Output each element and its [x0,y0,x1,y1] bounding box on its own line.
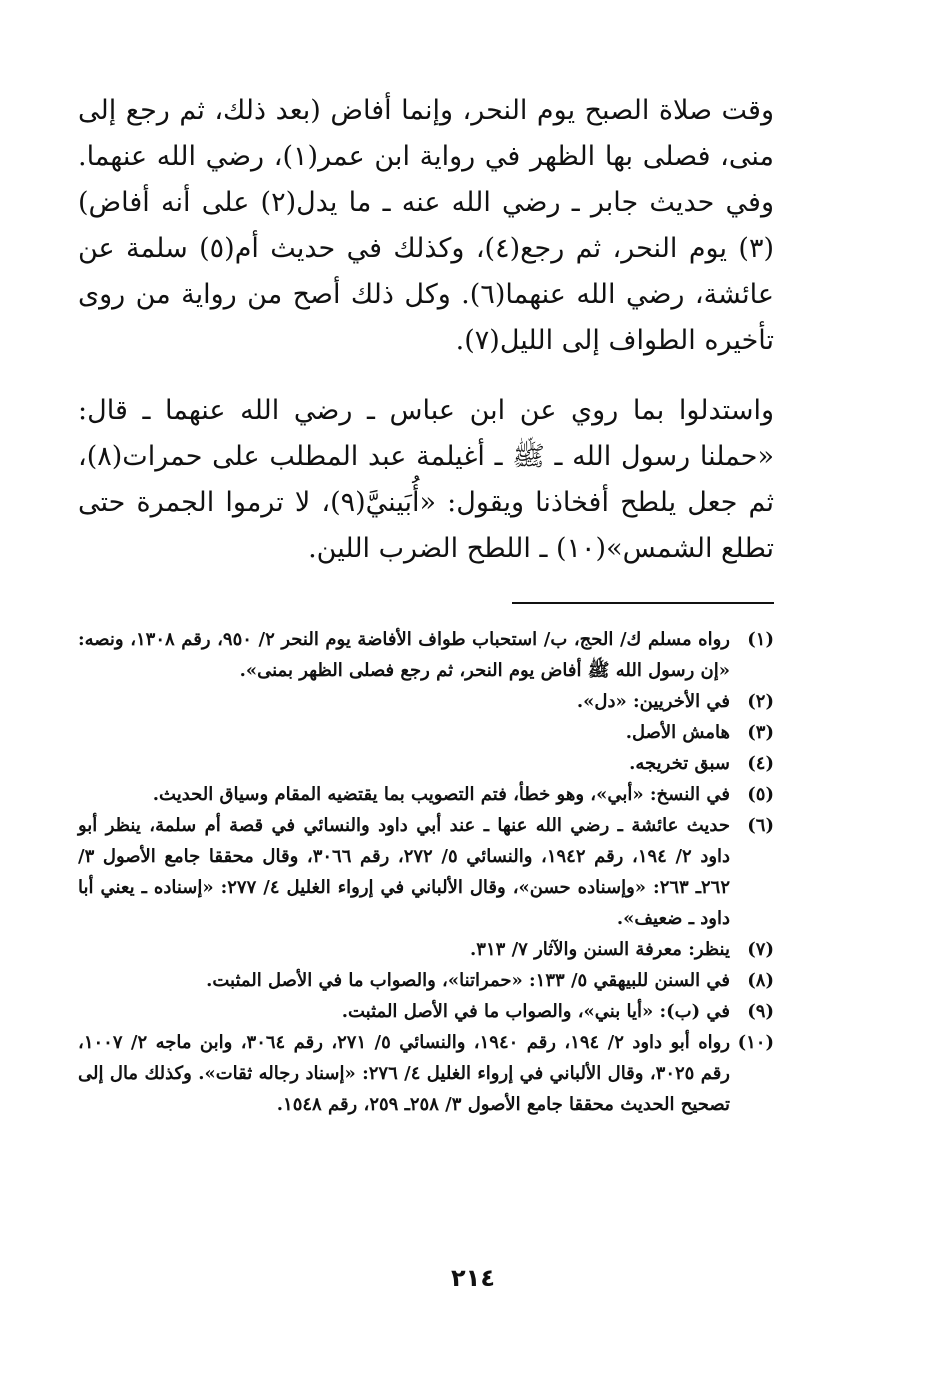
footnote-text: رواه أبو داود ٢/ ١٩٤، رقم ١٩٤٠، والنسائي ٥/ ٢٧١، رقم ٣٠٦٤، وابن ماجه ٢/ ١٠٠٧، رقم ٣٠٢٥، وقال الألباني في إرواء الغليل ٤/ ٢٧٦: «إسناد رجاله ثقات». وكذلك مال إلى تصحيح الحديث محققا جامع الأصول ٣/ ٢٥٨ـ ٢٥٩، رقم ١٥٤٨. [78,1032,731,1115]
footnote-1 [78,624,774,686]
main-paragraph-2: واستدلوا بما روي عن ابن عباس ـ رضي الله عنهما ـ قال: «حملنا رسول الله ـ ﷺ ـ أغيلمة عبد المطلب على حمرات(٨)، ثم جعل يلطح أفخاذنا ويقول: «أُبَينيَّ(٩)، لا ترموا الجمرة حتى تطلع الشمس»(١٠) ـ اللطح الضرب اللين. [78,395,775,564]
footnote-9 [78,996,774,1027]
footnote-8 [78,965,774,996]
footnote-3 [78,717,774,748]
footnote-text: هامش الأصل. [625,722,730,743]
footnotes [78,624,774,1120]
footnote-text: في النسخ: «أبي»، وهو خطأ، فتم التصويب بما يقتضيه المقام وسياق الحديث. [152,784,730,805]
page-number: ٢١٤ [451,1264,495,1292]
footnote-5 [78,779,774,810]
footnote-number: (٤) [747,753,774,774]
footnote-number: (٩) [747,1001,774,1022]
footnote-text: حديث عائشة ـ رضي الله عنها ـ عند أبي داود والنسائي في قصة أم سلمة، ينظر أبو داود ٢/ ١٩٤، رقم ١٩٤٢، والنسائي ٥/ ٢٧٢، رقم ٣٠٦٦، وقال محققا جامع الأصول ٣/ ٢٦٢ـ ٢٦٣: «وإسناده حسن»، وقال الألباني في إرواء الغليل ٤/ ٢٧٧: «إسناده ـ يعني أبا داود ـ ضعيف». [78,815,731,929]
footnote-6 [78,810,774,934]
footnote-7 [78,934,774,965]
footnote-number: (٧) [747,939,774,960]
footnote-number: (٦) [747,815,774,836]
footnote-10 [78,1027,774,1120]
footnote-2 [78,686,774,717]
footnote-text: ينظر: معرفة السنن والآثار ٧/ ٣١٣. [470,939,730,960]
footnote-number: (١) [747,629,774,650]
footnote-text: رواه مسلم ك/ الحج، ب/ استحباب طواف الأفاضة يوم النحر ٢/ ٩٥٠، رقم ١٣٠٨، ونصه: «إن رسول الله ﷺ أفاض يوم النحر، ثم رجع فصلى الظهر بمنى». [78,629,730,681]
footnote-text: في (ب): «أيا بني»، والصواب ما في الأصل المثبت. [341,1001,730,1022]
main-paragraph-1: وقت صلاة الصبح يوم النحر، وإنما أفاض (بعد ذلك، ثم رجع إلى منى، فصلى بها الظهر في رواية ابن عمر(١)، رضي الله عنهما. وفي حديث جابر ـ رضي الله عنه ـ ما يدل(٢) على أنه أفاض)(٣) يوم النحر، ثم رجع(٤)، وكذلك في حديث أم(٥) سلمة عن عائشة، رضي الله عنهما(٦). وكل ذلك أصح من رواية من روى تأخيره الطواف إلى الليل(٧). [78,95,775,356]
footnote-text: سبق تخريجه. [629,753,730,774]
page-body [78,82,774,1120]
footnote-number: (١٠) [737,1032,774,1053]
footnote-number: (٢) [747,691,774,712]
footnote-number: (٣) [747,722,774,743]
footnote-4 [78,748,774,779]
footnote-separator [512,602,774,604]
footnote-number: (٨) [747,970,774,991]
footnote-text: في السنن للبيهقي ٥/ ١٣٣: «حمراتنا»، والصواب ما في الأصل المثبت. [206,970,730,991]
footnote-text: في الأخريين: «دل». [576,691,730,712]
footnote-number: (٥) [747,784,774,805]
